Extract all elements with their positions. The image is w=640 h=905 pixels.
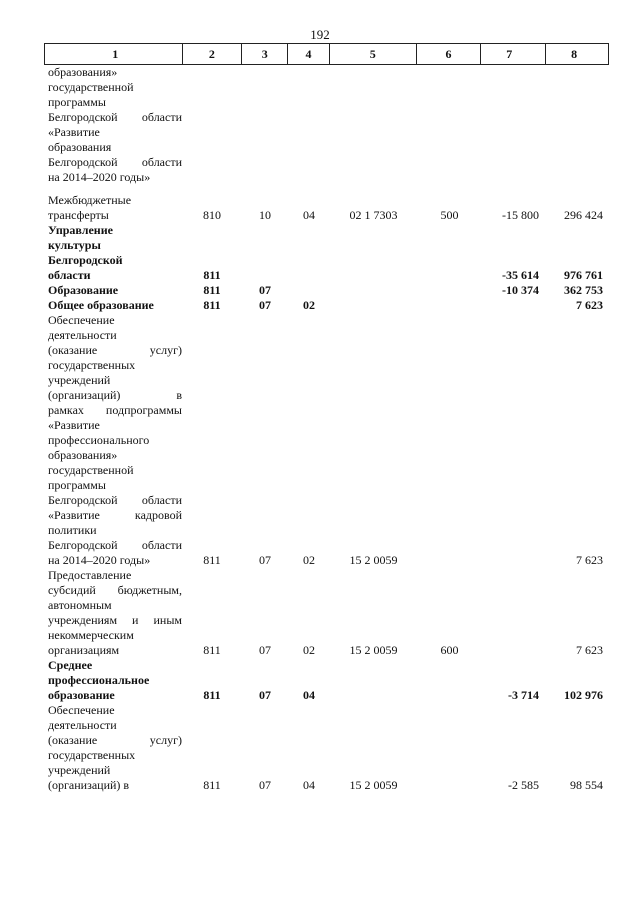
row-name-line: Белгородской области <box>48 110 182 124</box>
row-name-line: области <box>48 268 91 282</box>
row-c4-cell: 02 <box>303 553 315 567</box>
row-name-line: деятельности <box>48 718 117 732</box>
row-c2-cell: 811 <box>203 283 221 297</box>
row-c2-cell: 811 <box>203 268 221 282</box>
row-name-line: Белгородской <box>48 253 123 267</box>
row-c6-cell: 600 <box>440 643 459 657</box>
row-c7-cell: -3 714 <box>508 688 539 702</box>
row-name-cell <box>44 313 182 568</box>
row-c4-cell: 04 <box>303 778 315 792</box>
row-name-cell <box>44 65 182 185</box>
row-c3-cell: 10 <box>259 208 271 222</box>
row-name-line: государственной <box>48 80 134 94</box>
header-col-4: 4 <box>288 44 330 64</box>
header-col-2: 2 <box>183 44 243 64</box>
row-c8-cell: 362 753 <box>564 283 603 297</box>
row-name-line: трансферты <box>48 208 109 222</box>
row-name-line: государственной <box>48 463 134 477</box>
table-row <box>44 568 609 658</box>
row-name-line: политики <box>48 523 97 537</box>
row-c8-cell: 7 623 <box>576 553 603 567</box>
row-c4-cell: 02 <box>303 643 315 657</box>
row-name-line: образование <box>48 688 115 702</box>
row-name-line: культуры <box>48 238 101 252</box>
row-name-line: государственных <box>48 358 136 372</box>
row-c5-cell: 02 1 7303 <box>349 208 398 222</box>
row-name-cell <box>44 658 182 703</box>
row-name-line: Белгородской области <box>48 538 182 552</box>
row-name-cell <box>44 283 182 298</box>
page-number: 192 <box>310 27 330 42</box>
row-c3-cell: 07 <box>259 643 271 657</box>
table-row <box>44 223 609 283</box>
row-c3-cell: 07 <box>259 553 271 567</box>
row-name-line: Управление <box>48 223 113 237</box>
row-c3-cell: 07 <box>259 778 271 792</box>
row-c7-cell: -2 585 <box>508 778 539 792</box>
row-name-line: профессионального <box>48 433 150 447</box>
row-name-line: Белгородской области <box>48 155 182 169</box>
row-c2-cell: 811 <box>203 688 221 702</box>
row-name-line: учреждений <box>48 763 111 777</box>
table-row <box>44 298 609 313</box>
row-c8-cell: 976 761 <box>564 268 603 282</box>
row-c8-cell: 98 554 <box>570 778 603 792</box>
budget-table <box>44 43 609 793</box>
row-c2-cell: 810 <box>203 208 221 222</box>
row-c5-cell: 15 2 0059 <box>349 778 398 792</box>
row-name-line: программы <box>48 478 106 492</box>
table-row <box>44 703 609 793</box>
row-c6-cell: 500 <box>440 208 459 222</box>
row-c4-cell: 02 <box>303 298 315 312</box>
row-name-line: на 2014–2020 годы» <box>48 553 151 567</box>
row-name-line: образования» <box>48 448 118 462</box>
row-name-line: Среднее <box>48 658 93 672</box>
row-c7-cell: -35 614 <box>502 268 539 282</box>
header-col-1: 1 <box>45 44 183 64</box>
row-c8-cell: 7 623 <box>576 643 603 657</box>
row-name-line: Общее образование <box>48 298 154 312</box>
row-c5-cell: 15 2 0059 <box>349 553 398 567</box>
header-col-5: 5 <box>330 44 417 64</box>
row-name-line: государственных <box>48 748 136 762</box>
table-row <box>44 65 609 185</box>
row-name-line: «Развитие кадровой <box>48 508 182 522</box>
row-name-line: организациям <box>48 643 120 657</box>
row-name-line: на 2014–2020 годы» <box>48 170 151 184</box>
row-name-line: образования» <box>48 65 118 79</box>
row-name-line: автономным <box>48 598 112 612</box>
row-c5-cell: 15 2 0059 <box>349 643 398 657</box>
row-name-line: некоммерческим <box>48 628 134 642</box>
row-name-cell <box>44 568 182 658</box>
row-c8-cell: 102 976 <box>564 688 603 702</box>
row-c3-cell: 07 <box>259 688 271 702</box>
row-name-cell <box>44 193 182 223</box>
row-name-cell <box>44 223 182 283</box>
row-name-line: деятельности <box>48 328 117 342</box>
row-name-cell <box>44 703 182 793</box>
header-col-8: 8 <box>571 47 578 61</box>
row-name-line: (оказание услуг) <box>48 733 182 747</box>
row-name-line: (организаций) в <box>48 388 182 402</box>
row-c8-cell: 296 424 <box>564 208 603 222</box>
row-name-cell <box>44 298 182 313</box>
row-name-line: учреждениям и иным <box>48 613 182 627</box>
table-row <box>44 313 609 568</box>
row-name-line: «Развитие <box>48 125 100 139</box>
table-row <box>44 658 609 703</box>
header-col-6: 6 <box>417 44 482 64</box>
row-c7-cell: -10 374 <box>502 283 539 297</box>
header-col-7: 7 <box>481 44 546 64</box>
row-c2-cell: 811 <box>203 643 221 657</box>
row-c7-cell: -15 800 <box>502 208 539 222</box>
row-name-line: образования <box>48 140 112 154</box>
row-name-line: субсидий бюджетным, <box>48 583 182 597</box>
table-row <box>44 193 609 223</box>
row-name-line: Предоставление <box>48 568 132 582</box>
row-name-line: Обеспечение <box>48 703 115 717</box>
row-c4-cell: 04 <box>303 688 315 702</box>
row-name-line: Обеспечение <box>48 313 115 327</box>
header-col-3: 3 <box>242 44 288 64</box>
table-header <box>44 43 609 65</box>
row-name-line: учреждений <box>48 373 111 387</box>
row-name-line: Образование <box>48 283 119 297</box>
table-row <box>44 283 609 298</box>
row-name-line: Белгородской области <box>48 493 182 507</box>
row-name-line: программы <box>48 95 106 109</box>
row-c3-cell: 07 <box>259 298 271 312</box>
table-body <box>44 65 609 793</box>
row-c2-cell: 811 <box>203 298 221 312</box>
row-name-line: профессиональное <box>48 673 150 687</box>
row-c8-cell: 7 623 <box>576 298 603 312</box>
row-name-line: Межбюджетные <box>48 193 132 207</box>
row-c3-cell: 07 <box>259 283 271 297</box>
row-c4-cell: 04 <box>303 208 315 222</box>
row-c2-cell: 811 <box>203 778 221 792</box>
row-name-line: (организаций) в <box>48 778 130 792</box>
row-name-line: рамках подпрограммы <box>48 403 182 417</box>
row-name-line: «Развитие <box>48 418 100 432</box>
row-name-line: (оказание услуг) <box>48 343 182 357</box>
row-c2-cell: 811 <box>203 553 221 567</box>
